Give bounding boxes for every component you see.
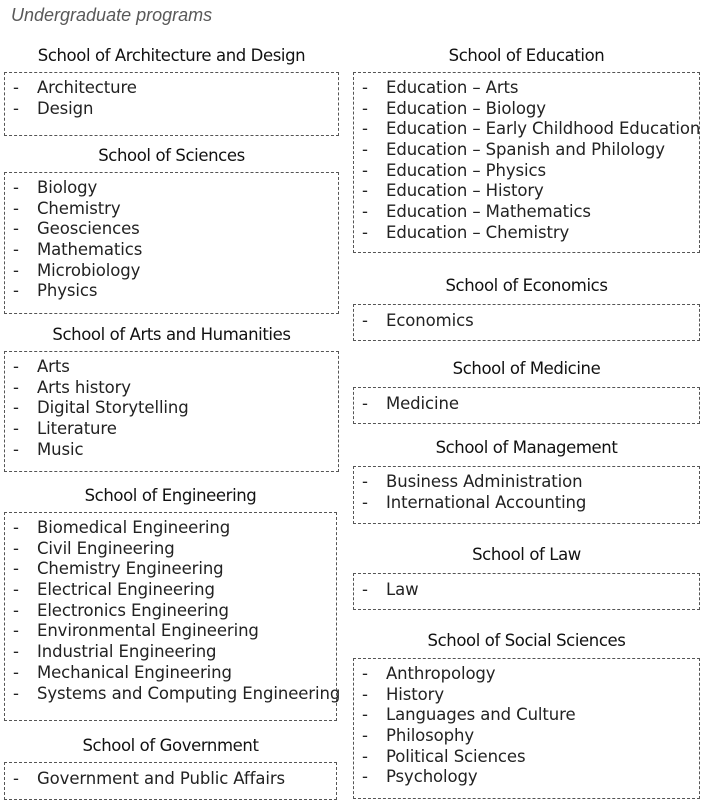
program-item: [354, 119, 699, 140]
bullet-dash: -: [362, 222, 368, 242]
program-item: [5, 78, 338, 99]
program-name: Philosophy: [386, 726, 475, 746]
program-name: Geosciences: [37, 219, 140, 239]
bullet-dash: -: [13, 559, 19, 579]
bullet-dash: -: [362, 181, 368, 201]
bullet-dash: -: [13, 357, 19, 376]
program-list-box: [4, 512, 341, 721]
program-list-box: [353, 304, 700, 341]
program-name: Economics: [386, 311, 474, 330]
program-name: Arts history: [37, 377, 131, 397]
program-item: [354, 202, 699, 223]
bullet-dash: -: [13, 419, 19, 439]
program-name: Biology: [37, 178, 98, 197]
program-name: Psychology: [386, 767, 478, 787]
program-item: [5, 663, 336, 684]
program-item: [354, 685, 699, 706]
program-item: [5, 378, 338, 399]
bullet-dash: -: [362, 160, 368, 180]
school-title: School of Arts and Humanities: [52, 325, 291, 344]
program-name: Medicine: [386, 394, 459, 413]
page-title: Undergraduate programs: [11, 5, 213, 25]
program-list: [5, 769, 336, 790]
bullet-dash: -: [362, 140, 368, 160]
program-item: [354, 580, 699, 601]
school-title: School of Law: [472, 545, 581, 564]
program-name: International Accounting: [386, 492, 587, 512]
program-item: [354, 472, 699, 493]
program-item: [354, 747, 699, 768]
program-list-box: [353, 658, 700, 799]
program-item: [5, 559, 336, 580]
program-item: [5, 261, 338, 282]
program-name: Mechanical Engineering: [37, 662, 232, 682]
bullet-dash: -: [13, 281, 19, 301]
school-title: School of Medicine: [452, 359, 601, 378]
program-name: Industrial Engineering: [37, 642, 217, 662]
program-list: [354, 78, 699, 244]
program-name: Education – Early Childhood Education: [386, 119, 701, 139]
program-item: [5, 518, 336, 539]
school-title: School of Sciences: [98, 146, 245, 165]
school-title: School of Engineering: [84, 486, 257, 505]
bullet-dash: -: [13, 240, 19, 260]
program-name: Education – History: [386, 181, 544, 201]
program-name: Design: [37, 98, 94, 118]
bullet-dash: -: [13, 662, 19, 682]
bullet-dash: -: [362, 202, 368, 222]
bullet-dash: -: [362, 119, 368, 139]
bullet-dash: -: [13, 219, 19, 239]
program-item: [354, 767, 699, 788]
program-name: Education – Mathematics: [386, 202, 591, 222]
program-name: Microbiology: [37, 260, 141, 280]
school-title: School of Education: [448, 46, 605, 65]
program-list-box: [4, 351, 339, 472]
program-item: [354, 99, 699, 120]
program-item: [5, 199, 338, 220]
bullet-dash: -: [13, 260, 19, 280]
bullet-dash: -: [13, 642, 19, 662]
program-list: [5, 78, 338, 119]
program-list: [354, 580, 699, 601]
program-item: [5, 621, 336, 642]
program-name: Languages and Culture: [386, 705, 576, 725]
program-name: Mathematics: [37, 240, 143, 260]
bullet-dash: -: [362, 746, 368, 766]
program-item: [354, 78, 699, 99]
program-list: [5, 518, 341, 704]
bullet-dash: -: [362, 705, 368, 725]
program-item: [5, 419, 338, 440]
bullet-dash: -: [362, 98, 368, 118]
program-item: [354, 311, 699, 332]
program-name: Physics: [37, 281, 98, 301]
program-list: [354, 472, 699, 513]
bullet-dash: -: [362, 492, 368, 512]
program-name: Education – Spanish and Philology: [386, 140, 665, 160]
bullet-dash: -: [362, 684, 368, 704]
program-name: Architecture: [37, 78, 137, 97]
bullet-dash: -: [13, 538, 19, 558]
program-item: [5, 580, 336, 601]
program-item: [354, 140, 699, 161]
program-name: Education – Biology: [386, 98, 546, 118]
program-item: [354, 394, 699, 415]
program-list: [354, 311, 699, 332]
program-list: [5, 357, 338, 460]
program-list-box: [353, 72, 700, 253]
school-title: School of Economics: [445, 276, 608, 295]
program-list-box: [353, 387, 700, 424]
program-list-box: [4, 762, 337, 800]
program-item: [354, 493, 699, 514]
bullet-dash: -: [362, 78, 368, 97]
program-name: Anthropology: [386, 664, 496, 683]
program-name: Political Sciences: [386, 746, 526, 766]
program-name: Music: [37, 439, 84, 459]
bullet-dash: -: [13, 769, 19, 788]
bullet-dash: -: [13, 621, 19, 641]
program-list-box: [4, 72, 339, 136]
program-list-box: [4, 172, 339, 314]
bullet-dash: -: [362, 767, 368, 787]
program-item: [354, 726, 699, 747]
program-item: [5, 398, 338, 419]
program-item: [354, 181, 699, 202]
school-title: School of Management: [435, 438, 618, 457]
program-item: [5, 240, 338, 261]
program-name: Chemistry: [37, 198, 121, 218]
bullet-dash: -: [13, 439, 19, 459]
program-item: [5, 769, 336, 790]
bullet-dash: -: [13, 198, 19, 218]
program-name: Literature: [37, 419, 117, 439]
school-title: School of Social Sciences: [427, 631, 626, 650]
program-name: Government and Public Affairs: [37, 769, 286, 788]
program-name: Digital Storytelling: [37, 398, 189, 418]
program-name: Electronics Engineering: [37, 600, 229, 620]
program-name: Systems and Computing Engineering: [37, 683, 341, 703]
program-name: Education – Physics: [386, 160, 547, 180]
program-item: [5, 281, 338, 302]
program-item: [5, 539, 336, 560]
bullet-dash: -: [362, 580, 368, 599]
program-list-box: [353, 466, 700, 524]
program-name: Electrical Engineering: [37, 580, 215, 600]
program-name: Business Administration: [386, 472, 583, 491]
program-name: Law: [386, 580, 419, 599]
bullet-dash: -: [13, 600, 19, 620]
program-list-box: [353, 573, 700, 610]
bullet-dash: -: [362, 311, 368, 330]
program-item: [5, 99, 338, 120]
program-list: [5, 178, 338, 302]
bullet-dash: -: [13, 683, 19, 703]
program-name: History: [386, 684, 445, 704]
program-item: [5, 219, 338, 240]
bullet-dash: -: [362, 472, 368, 491]
program-name: Education – Chemistry: [386, 222, 570, 242]
program-list: [354, 664, 699, 788]
bullet-dash: -: [13, 178, 19, 197]
school-title: School of Government: [82, 736, 259, 755]
program-name: Education – Arts: [386, 78, 519, 97]
bullet-dash: -: [13, 78, 19, 97]
program-name: Arts: [37, 357, 70, 376]
program-item: [354, 664, 699, 685]
program-name: Chemistry Engineering: [37, 559, 224, 579]
program-item: [5, 601, 336, 622]
bullet-dash: -: [362, 726, 368, 746]
bullet-dash: -: [13, 518, 19, 537]
bullet-dash: -: [13, 377, 19, 397]
program-name: Civil Engineering: [37, 538, 175, 558]
program-item: [354, 223, 699, 244]
program-item: [5, 178, 338, 199]
program-item: [5, 683, 341, 705]
school-title: School of Architecture and Design: [37, 46, 306, 65]
bullet-dash: -: [13, 98, 19, 118]
program-item: [354, 161, 699, 182]
program-item: [5, 642, 336, 663]
bullet-dash: -: [13, 398, 19, 418]
program-item: [5, 440, 338, 461]
bullet-dash: -: [13, 580, 19, 600]
bullet-dash: -: [362, 394, 368, 413]
bullet-dash: -: [362, 664, 368, 683]
program-name: Biomedical Engineering: [37, 518, 231, 537]
program-item: [5, 357, 338, 378]
program-name: Environmental Engineering: [37, 621, 259, 641]
program-item: [354, 705, 699, 726]
program-list: [354, 394, 699, 415]
